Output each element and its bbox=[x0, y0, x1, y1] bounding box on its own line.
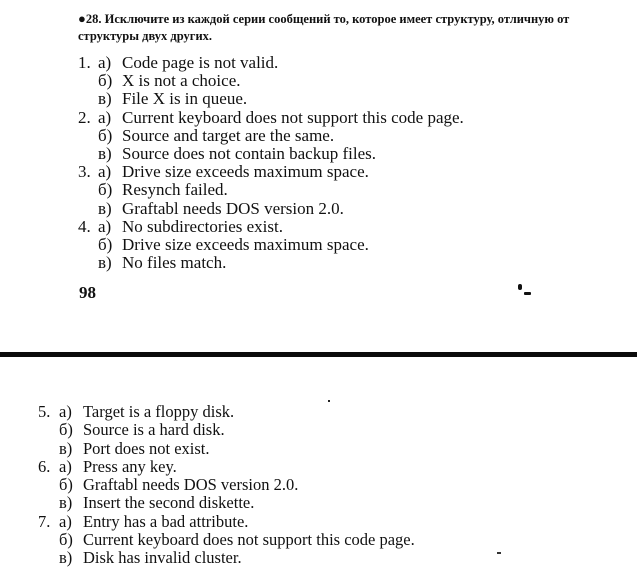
option-text: Entry has a bad attribute. bbox=[83, 511, 249, 531]
scan-speck bbox=[518, 284, 522, 290]
series-number: 3. bbox=[78, 162, 91, 182]
option-marker: б) bbox=[98, 125, 113, 145]
option-text: Graftabl needs DOS version 2.0. bbox=[122, 198, 344, 218]
series-item bbox=[78, 163, 464, 218]
option-text: X is not a choice. bbox=[122, 71, 241, 91]
option-text: Insert the second diskette. bbox=[83, 493, 255, 513]
option-marker: а) bbox=[59, 456, 72, 476]
option-text: Press any key. bbox=[83, 456, 177, 476]
option-marker: а) bbox=[98, 162, 112, 182]
exercise-number: 28. bbox=[85, 12, 102, 26]
exercise-instruction: Исключите из каждой серии сообщений то, которое имеет структуру, отличную от структуры двух других. bbox=[78, 12, 570, 43]
series-number: 6. bbox=[38, 456, 51, 476]
option-marker: б) bbox=[98, 71, 113, 91]
series-number: 4. bbox=[78, 216, 91, 236]
series-item bbox=[38, 458, 415, 513]
series-number: 7. bbox=[38, 511, 51, 531]
option-marker: в) bbox=[59, 493, 73, 513]
option-marker: в) bbox=[59, 438, 73, 458]
option-marker: б) bbox=[59, 420, 73, 440]
exercise-header bbox=[78, 10, 633, 45]
series-item bbox=[38, 403, 415, 458]
series-item bbox=[78, 54, 464, 109]
option-text: Disk has invalid cluster. bbox=[83, 548, 242, 568]
option-marker: б) bbox=[98, 180, 113, 200]
scan-speck bbox=[497, 552, 501, 554]
option-marker: а) bbox=[98, 53, 112, 72]
option-marker: в) bbox=[98, 89, 112, 109]
option-text: Code page is not valid. bbox=[122, 53, 279, 72]
series-list-bottom bbox=[38, 403, 415, 568]
option-marker: в) bbox=[98, 198, 112, 218]
option-marker: а) bbox=[59, 511, 72, 531]
option-text: File X is in queue. bbox=[122, 89, 248, 109]
option-text: Source and target are the same. bbox=[122, 125, 335, 145]
exercise-bullet: ● bbox=[78, 11, 86, 26]
option-marker: в) bbox=[59, 548, 73, 568]
series-list-top bbox=[78, 54, 464, 272]
scan-speck bbox=[328, 400, 330, 402]
option-text: Graftabl needs DOS version 2.0. bbox=[83, 475, 299, 495]
option-marker: в) bbox=[98, 253, 112, 273]
series-number: 2. bbox=[78, 107, 91, 127]
option-text: Source does not contain backup files. bbox=[122, 144, 376, 164]
option-marker: а) bbox=[98, 216, 112, 236]
series-item bbox=[38, 513, 415, 568]
option-marker: б) bbox=[59, 530, 73, 550]
option-text: No subdirectories exist. bbox=[122, 216, 283, 236]
option-marker: а) bbox=[98, 107, 112, 127]
option-text: Resynch failed. bbox=[122, 180, 228, 200]
option-marker: б) bbox=[59, 475, 73, 495]
page-divider bbox=[0, 352, 637, 357]
option-text: Current keyboard does not support this code page. bbox=[122, 107, 464, 127]
option-text: Current keyboard does not support this code page. bbox=[83, 530, 415, 550]
series-item bbox=[78, 109, 464, 164]
series-number: 1. bbox=[78, 53, 91, 72]
page-number: 98 bbox=[79, 283, 96, 302]
option-text: Source is a hard disk. bbox=[83, 420, 225, 440]
scan-speck bbox=[524, 292, 531, 295]
series-item bbox=[78, 218, 464, 273]
option-marker: б) bbox=[98, 235, 113, 255]
option-text: Drive size exceeds maximum space. bbox=[122, 235, 369, 255]
series-number: 5. bbox=[38, 402, 51, 421]
option-text: No files match. bbox=[122, 253, 227, 273]
option-text: Port does not exist. bbox=[83, 438, 210, 458]
option-marker: в) bbox=[98, 144, 112, 164]
page-bottom bbox=[0, 358, 637, 577]
option-text: Drive size exceeds maximum space. bbox=[122, 162, 369, 182]
option-marker: а) bbox=[59, 402, 72, 421]
option-text: Target is a floppy disk. bbox=[83, 402, 235, 421]
